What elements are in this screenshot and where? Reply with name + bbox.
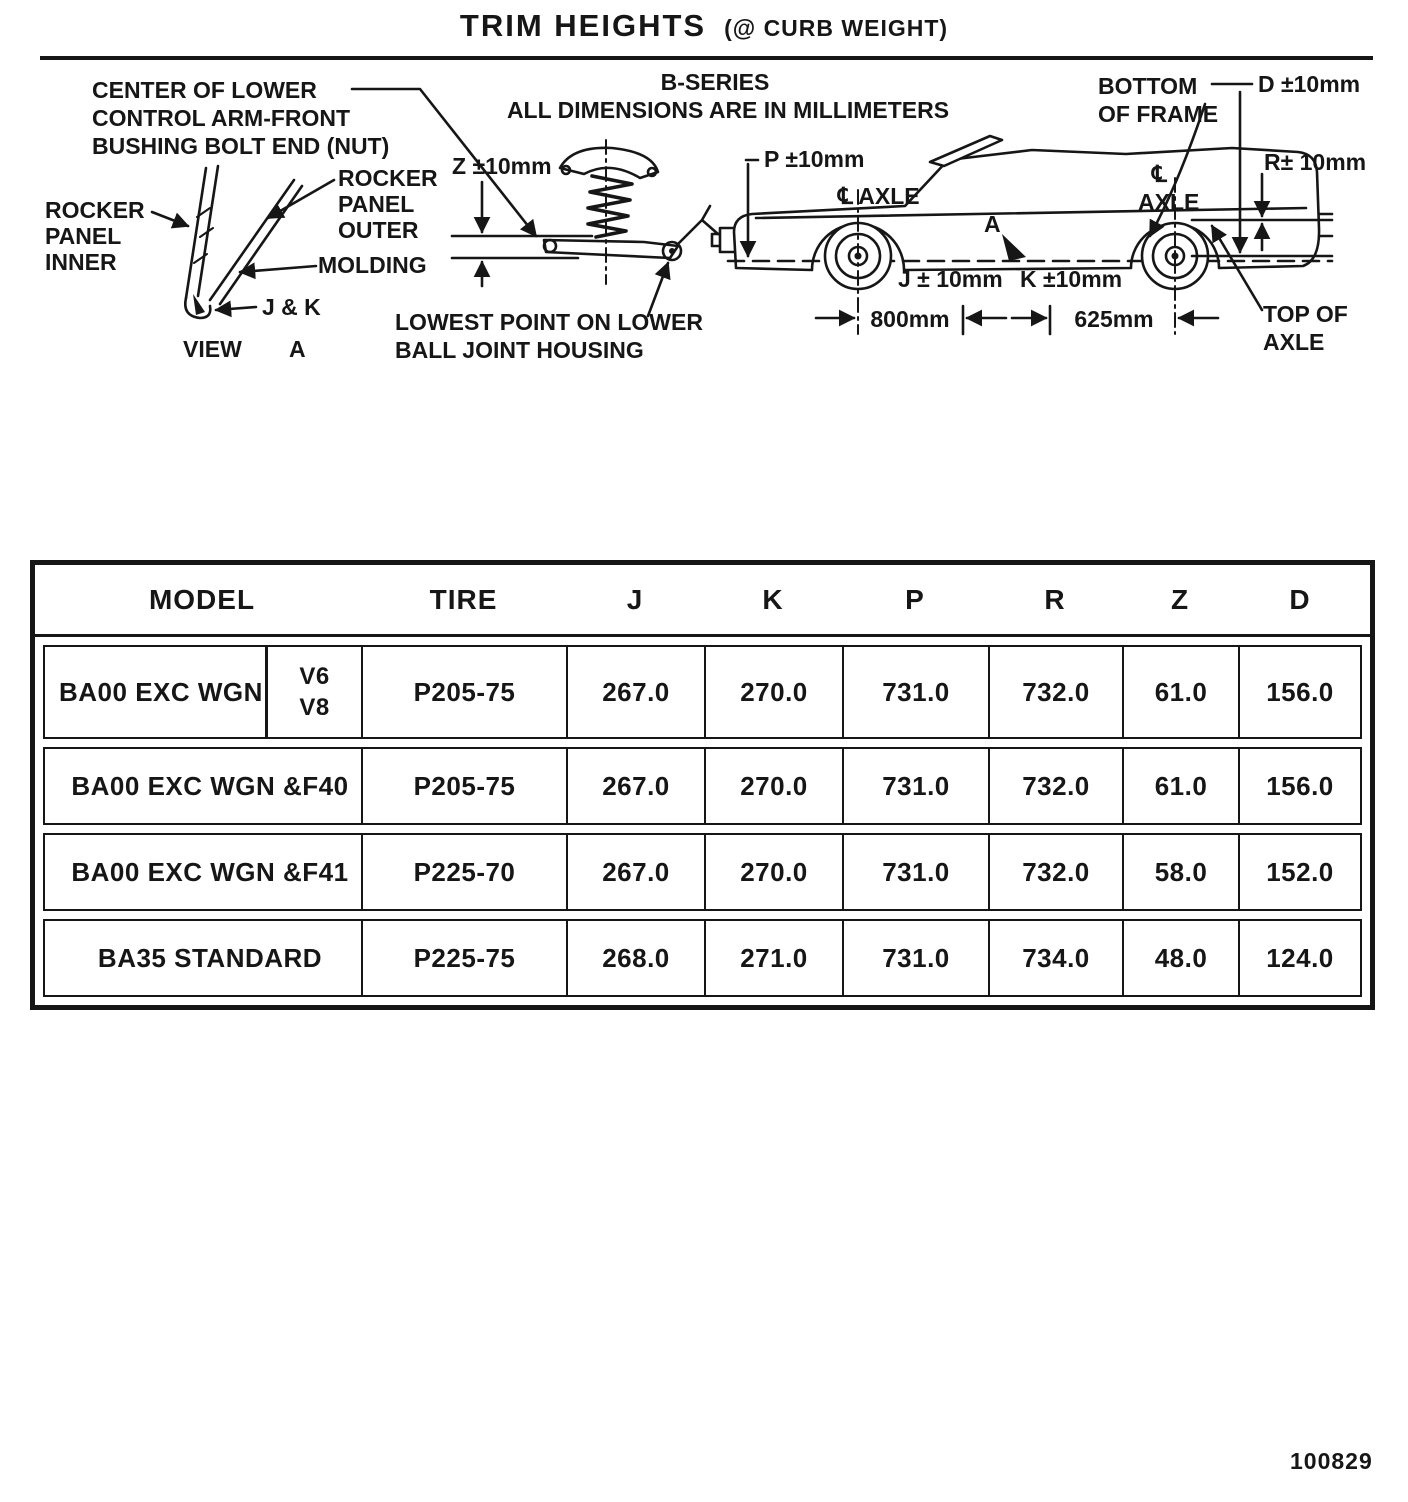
label-rocker-outer-1: ROCKER — [338, 165, 438, 191]
r-value-cell: 732.0 — [990, 647, 1124, 737]
label-j-dimension: J ± 10mm — [898, 266, 1003, 292]
z-value-cell: 61.0 — [1124, 647, 1240, 737]
column-header-tire: TIRE — [429, 583, 498, 615]
k-value-cell: 271.0 — [706, 921, 844, 995]
label-rear-axle-centerline-symbol: ℄ — [1152, 161, 1167, 187]
label-rear-axle: AXLE — [1138, 189, 1200, 215]
label-rear-span: 625mm — [1074, 306, 1154, 332]
trim-heights-diagram — [0, 60, 1408, 412]
label-r-dimension: R± 10mm — [1264, 149, 1367, 175]
p-value-cell: 731.0 — [844, 835, 990, 909]
label-front-span: 800mm — [870, 306, 950, 332]
p-value-cell: 731.0 — [844, 749, 990, 823]
r-value-cell: 732.0 — [990, 749, 1124, 823]
label-p-dimension: P ±10mm — [764, 146, 865, 172]
label-front-axle: ℄ AXLE — [838, 183, 920, 209]
model-cell — [45, 749, 363, 823]
d-value-cell: 124.0 — [1266, 942, 1334, 973]
j-value-cell: 267.0 — [568, 835, 706, 909]
column-header-r: R — [1044, 583, 1066, 615]
view-a-caption-word: VIEW — [183, 336, 242, 362]
label-rocker-outer-2: PANEL — [338, 191, 415, 217]
view-a-caption-letter: A — [289, 336, 306, 362]
label-lowest-point-2: BALL JOINT HOUSING — [395, 337, 644, 363]
page-title-note: (@ CURB WEIGHT) — [724, 15, 949, 41]
table-row — [43, 833, 1362, 911]
table-row — [43, 747, 1362, 825]
coil-spring — [588, 176, 632, 237]
label-rocker-outer-3: OUTER — [338, 217, 419, 243]
column-header-k: K — [762, 583, 784, 615]
label-rocker-inner-1: ROCKER — [45, 197, 145, 223]
document-number: 100829 — [1290, 1448, 1373, 1474]
molding-leader — [240, 266, 316, 272]
label-control-arm-2: CONTROL ARM-FRONT — [92, 105, 351, 131]
z-value-cell: 58.0 — [1124, 835, 1240, 909]
label-molding: MOLDING — [318, 252, 427, 278]
tire-cell: P205-75 — [363, 647, 568, 737]
p-value-cell: 731.0 — [844, 647, 990, 737]
j-and-k-leader — [216, 307, 256, 310]
z-value-cell: 61.0 — [1124, 749, 1240, 823]
label-z-dimension: Z ±10mm — [452, 153, 552, 179]
label-rocker-inner-3: INNER — [45, 249, 117, 275]
column-header-p: P — [905, 583, 925, 615]
label-k-dimension: K ±10mm — [1020, 266, 1123, 292]
trim-heights-table — [30, 560, 1375, 1010]
engine-variant-v6: V6 — [299, 662, 330, 690]
j-value-cell: 267.0 — [568, 647, 706, 737]
label-top-of-axle-1: TOP OF — [1263, 301, 1348, 327]
label-j-and-k: J & K — [262, 294, 321, 320]
k-value-cell: 270.0 — [706, 647, 844, 737]
j-value-cell: 268.0 — [568, 921, 706, 995]
tire-cell: P225-75 — [363, 921, 568, 995]
table-body — [35, 637, 1370, 1005]
series-title: B-SERIES — [660, 69, 770, 95]
engine-variant-v8: V8 — [299, 694, 330, 721]
weld-point-mark — [193, 294, 205, 315]
model-name: BA00 EXC WGN &F40 — [71, 770, 349, 801]
rear-bumper — [1319, 214, 1332, 236]
k-value-cell: 270.0 — [706, 835, 844, 909]
r-value-cell: 734.0 — [990, 921, 1124, 995]
model-cell — [45, 835, 363, 909]
label-control-arm-1: CENTER OF LOWER — [92, 77, 317, 103]
d-value-cell: 156.0 — [1266, 770, 1334, 801]
column-header-d: D — [1289, 583, 1311, 615]
windshield — [930, 136, 1002, 166]
column-header-model: MODEL — [148, 583, 256, 615]
units-note: ALL DIMENSIONS ARE IN MILLIMETERS — [506, 97, 950, 123]
label-point-a: A — [984, 211, 1001, 237]
model-name: BA00 EXC WGN &F41 — [71, 856, 349, 887]
k-value-cell: 270.0 — [706, 749, 844, 823]
model-name: BA35 STANDARD — [97, 942, 323, 973]
r-value-cell: 732.0 — [990, 835, 1124, 909]
column-header-z: Z — [1170, 583, 1190, 615]
table-row — [43, 919, 1362, 997]
engine-variant-box — [265, 647, 361, 737]
d-value-cell: 156.0 — [1266, 676, 1334, 707]
point-a-marker — [1002, 234, 1026, 261]
label-top-of-axle-2: AXLE — [1263, 329, 1325, 355]
model-cell — [45, 647, 363, 737]
page-title-row — [0, 8, 1408, 44]
p-value-cell: 731.0 — [844, 921, 990, 995]
table-row — [43, 645, 1362, 739]
model-name: BA00 EXC WGN — [59, 676, 263, 707]
label-control-arm-3: BUSHING BOLT END (NUT) — [92, 133, 390, 159]
column-header-j: J — [626, 583, 644, 615]
j-value-cell: 267.0 — [568, 749, 706, 823]
rocker-inner-leader — [152, 212, 188, 226]
label-bottom-of-frame-1: BOTTOM — [1098, 73, 1198, 99]
tire-cell: P205-75 — [363, 749, 568, 823]
tire-cell: P225-70 — [363, 835, 568, 909]
label-d-dimension: D ±10mm — [1258, 71, 1361, 97]
label-lowest-point-1: LOWEST POINT ON LOWER — [395, 309, 703, 335]
label-rocker-inner-2: PANEL — [45, 223, 122, 249]
lower-control-arm — [544, 240, 678, 258]
z-value-cell: 48.0 — [1124, 921, 1240, 995]
d-value-cell: 152.0 — [1266, 856, 1334, 887]
table-header-row — [35, 565, 1370, 637]
label-bottom-of-frame-2: OF FRAME — [1098, 101, 1219, 127]
model-cell — [45, 921, 363, 995]
page-title: TRIM HEIGHTS — [459, 8, 707, 43]
